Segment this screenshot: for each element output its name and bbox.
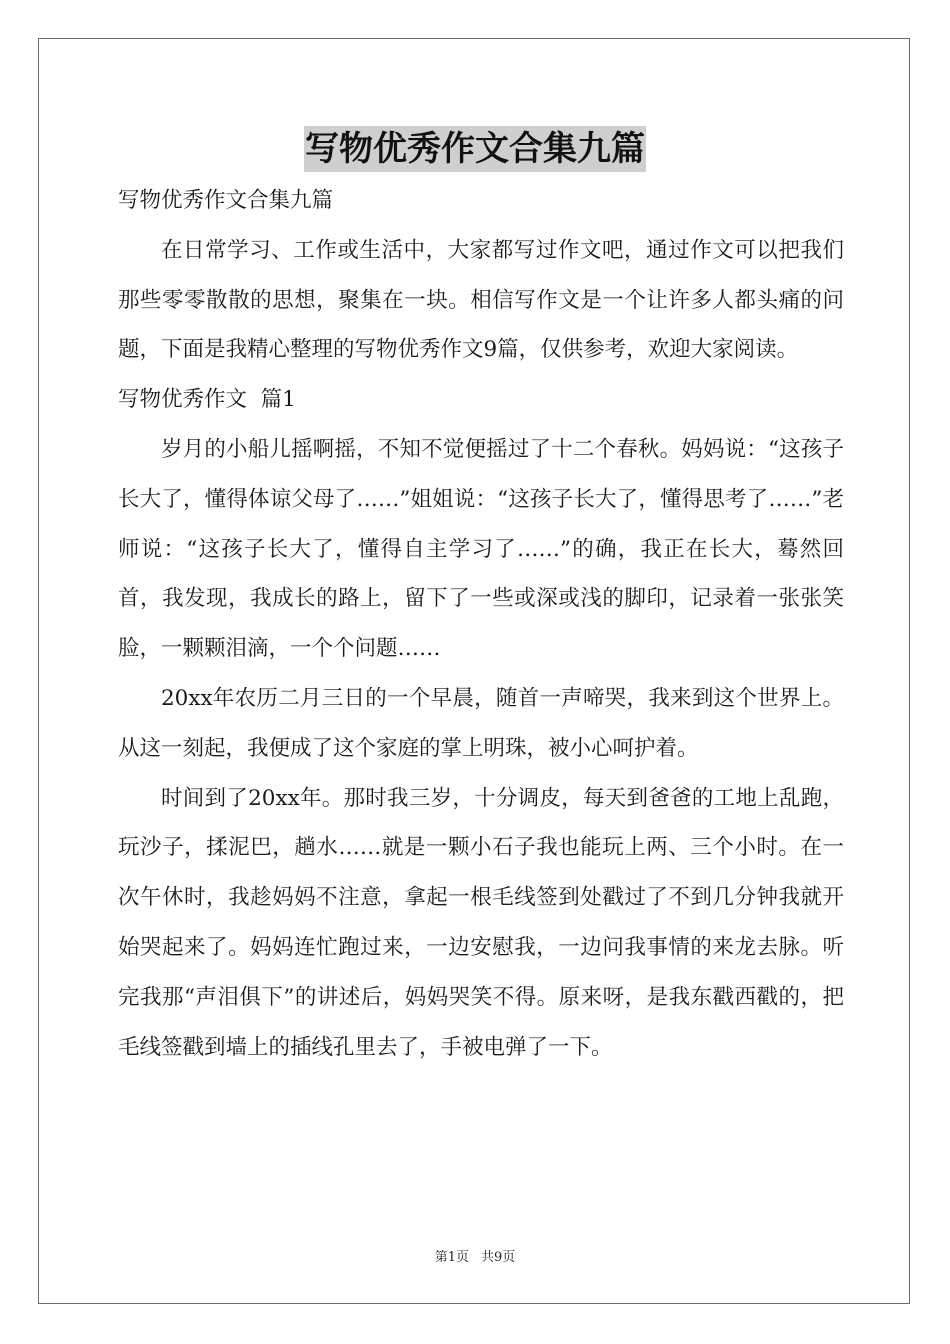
page-total: 共9页 (481, 1250, 516, 1265)
page-number: 第1页 (434, 1250, 469, 1265)
page-footer (0, 1246, 950, 1265)
section-heading: 写物优秀作文 篇1 (118, 387, 296, 413)
title-container (0, 126, 950, 172)
body-paragraph-2: 20xx年农历二月三日的一个早晨，随首一声啼哭，我来到这个世界上。从这一刻起，我便成了这个家庭的掌上明珠，被小心呵护着。 (118, 685, 844, 761)
document-body (118, 176, 844, 1072)
document-subtitle: 写物优秀作文合集九篇 (118, 188, 334, 213)
intro-paragraph: 在日常学习、工作或生活中，大家都写过作文吧，通过作文可以把我们那些零零散散的思想，聚集在一块。相信写作文是一个让许多人都头痛的问题，下面是我精心整理的写物优秀作文9篇，仅供参考，欢迎大家阅读。 (118, 237, 844, 363)
body-paragraph-1: 岁月的小船儿摇啊摇，不知不觉便摇过了十二个春秋。妈妈说：“这孩子长大了，懂得体谅父母了……”姐姐说：“这孩子长大了，懂得思考了……”老师说：“这孩子长大了，懂得自主学习了……”的确，我正在长大，蓦然回首，我发现，我成长的路上，留下了一些或深或浅的脚印，记录着一张张笑脸，一颗颗泪滴，一个个问题…… (118, 436, 844, 662)
document-title: 写物优秀作文合集九篇 (304, 126, 646, 172)
body-paragraph-3: 时间到了20xx年。那时我三岁，十分调皮，每天到爸爸的工地上乱跑，玩沙子，揉泥巴，趟水……就是一颗小石子我也能玩上两、三个小时。在一次午休时，我趁妈妈不注意，拿起一根毛线签到处戳过了不到几分钟我就开始哭起来了。妈妈连忙跑过来，一边安慰我，一边问我事情的来龙去脉。听完我那“声泪俱下”的讲述后，妈妈哭笑不得。原来呀，是我东戳西戳的，把毛线签戳到墙上的插线孔里去了，手被电弹了一下。 (118, 785, 844, 1060)
